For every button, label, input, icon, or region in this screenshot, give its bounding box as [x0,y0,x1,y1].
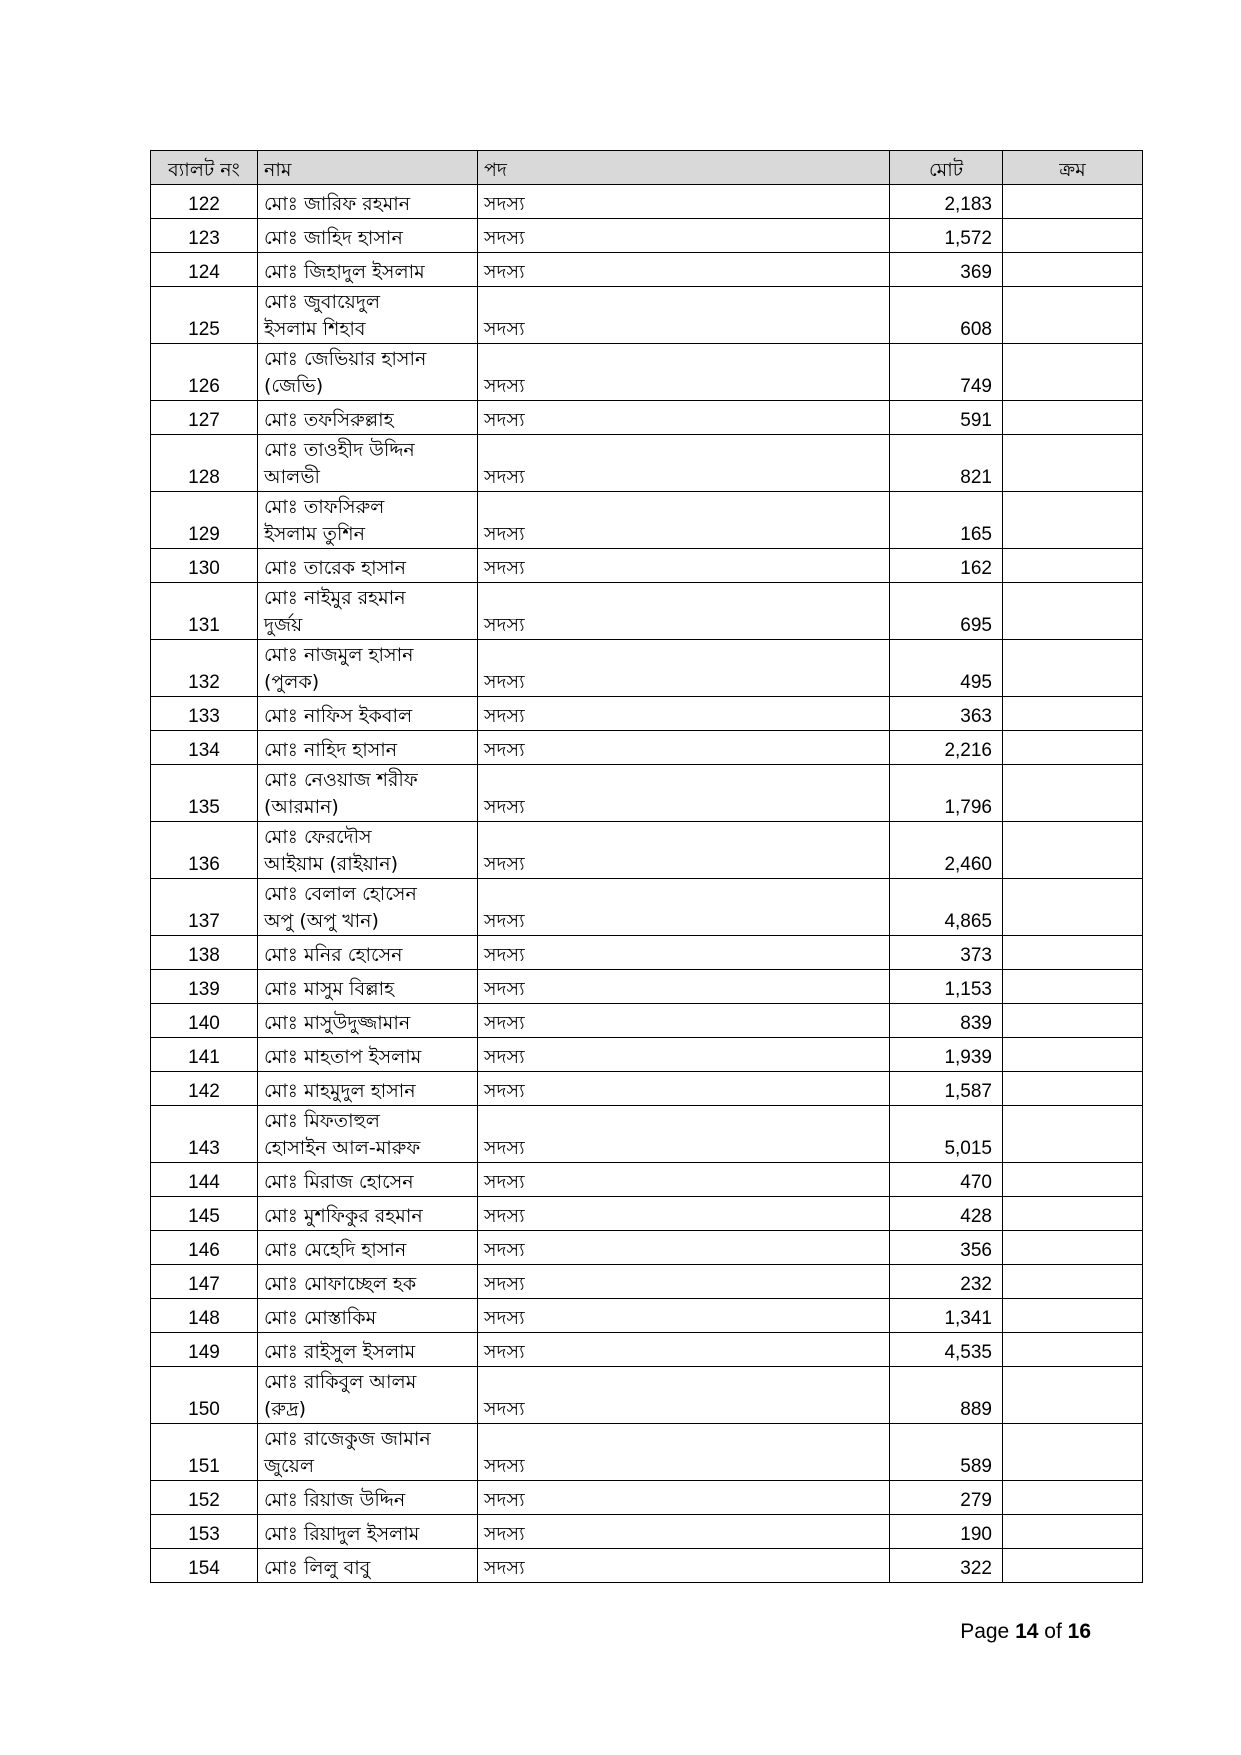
candidate-name-cell [258,185,478,219]
rank-cell [1003,1231,1143,1265]
current-page-number: 14 [1015,1620,1039,1643]
ballot-number-cell: 143 [151,1106,258,1163]
vote-total-cell: 1,587 [890,1072,1003,1106]
rank-cell [1003,765,1143,822]
vote-total-cell: 591 [890,401,1003,435]
ballot-number-cell: 130 [151,549,258,583]
ballot-number-cell: 138 [151,936,258,970]
post-cell: সদস্য [478,1106,890,1163]
ballot-number-cell: 134 [151,731,258,765]
post-cell: সদস্য [478,1231,890,1265]
vote-total-cell: 2,216 [890,731,1003,765]
vote-total-cell: 1,939 [890,1038,1003,1072]
rank-cell [1003,1265,1143,1299]
candidate-name-line: (পুলক) [264,671,320,693]
ballot-number-cell: 137 [151,879,258,936]
candidate-name-cell [258,1197,478,1231]
candidate-name-line: মোঃ মিফতাহুল [264,1110,380,1132]
rank-cell [1003,731,1143,765]
candidate-name-line: মোঃ জাহিদ হাসান [264,227,403,249]
page-number-footer [960,1620,1091,1644]
candidate-name-line: মোঃ জুবায়েদুল [264,291,380,313]
total-page-count: 16 [1067,1620,1091,1643]
candidate-name-cell [258,936,478,970]
vote-total-cell: 1,572 [890,219,1003,253]
header-ballot-number: ব্যালট নং [151,151,258,185]
candidate-name-line: ইসলাম শিহাব [264,318,366,340]
table-row [151,1038,1143,1072]
vote-total-cell: 5,015 [890,1106,1003,1163]
table-row [151,287,1143,344]
vote-total-cell: 232 [890,1265,1003,1299]
candidate-name-cell [258,731,478,765]
post-cell: সদস্য [478,344,890,401]
table-row [151,1367,1143,1424]
post-cell: সদস্য [478,970,890,1004]
table-header [151,151,1143,185]
table-row [151,936,1143,970]
ballot-number-cell: 154 [151,1549,258,1583]
post-cell: সদস্য [478,1163,890,1197]
post-cell: সদস্য [478,1549,890,1583]
vote-total-cell: 373 [890,936,1003,970]
ballot-number-cell: 129 [151,492,258,549]
vote-total-cell: 165 [890,492,1003,549]
candidate-name-cell [258,583,478,640]
candidate-name-line: মোঃ জিহাদুল ইসলাম [264,261,425,283]
candidate-name-line: জুয়েল [264,1455,314,1477]
post-cell: সদস্য [478,697,890,731]
candidate-name-line: মোঃ মিরাজ হোসেন [264,1171,414,1193]
table-row [151,731,1143,765]
table-row [151,1004,1143,1038]
post-cell: সদস্য [478,253,890,287]
candidate-name-line: মোঃ রিয়াজ উদ্দিন [264,1489,406,1511]
table-row [151,879,1143,936]
ballot-number-cell: 144 [151,1163,258,1197]
ballot-number-cell: 125 [151,287,258,344]
post-cell: সদস্য [478,435,890,492]
rank-cell [1003,219,1143,253]
ballot-number-cell: 133 [151,697,258,731]
candidate-name-line: মোঃ বেলাল হোসেন [264,883,417,905]
candidate-name-cell [258,435,478,492]
post-cell: সদস্য [478,1038,890,1072]
post-cell: সদস্য [478,583,890,640]
header-total: মোট [890,151,1003,185]
candidate-name-cell [258,492,478,549]
candidate-name-cell [258,1038,478,1072]
ballot-number-cell: 152 [151,1481,258,1515]
ballot-number-cell: 142 [151,1072,258,1106]
post-cell: সদস্য [478,1481,890,1515]
post-cell: সদস্য [478,1265,890,1299]
candidate-name-line: মোঃ তাওহীদ উদ্দিন [264,439,415,461]
vote-total-cell: 839 [890,1004,1003,1038]
table-row [151,1265,1143,1299]
candidate-name-line: হোসাইন আল-মারুফ [264,1137,421,1159]
table-row [151,219,1143,253]
candidate-name-line: (আরমান) [264,796,339,818]
post-cell: সদস্য [478,879,890,936]
rank-cell [1003,1549,1143,1583]
rank-cell [1003,1197,1143,1231]
ballot-number-cell: 149 [151,1333,258,1367]
table-row [151,1072,1143,1106]
ballot-number-cell: 140 [151,1004,258,1038]
table-row [151,492,1143,549]
rank-cell [1003,1004,1143,1038]
table-row [151,1481,1143,1515]
table-row [151,185,1143,219]
candidate-name-line: মোঃ রাইসুল ইসলাম [264,1341,416,1363]
post-cell: সদস্য [478,1004,890,1038]
vote-total-cell: 322 [890,1549,1003,1583]
vote-total-cell: 889 [890,1367,1003,1424]
rank-cell [1003,492,1143,549]
post-cell: সদস্য [478,287,890,344]
vote-total-cell: 428 [890,1197,1003,1231]
rank-cell [1003,435,1143,492]
candidate-name-cell [258,549,478,583]
candidate-name-line: মোঃ তাফসিরুল [264,496,385,518]
rank-cell [1003,1299,1143,1333]
rank-cell [1003,1038,1143,1072]
candidate-name-line: মোঃ নাইমুর রহমান [264,587,406,609]
ballot-number-cell: 141 [151,1038,258,1072]
candidate-name-line: মোঃ তারেক হাসান [264,557,407,579]
candidate-name-cell [258,1424,478,1481]
post-cell: সদস্য [478,1299,890,1333]
vote-total-cell: 2,460 [890,822,1003,879]
post-cell: সদস্য [478,1515,890,1549]
page-word: Page [960,1620,1010,1643]
vote-total-cell: 821 [890,435,1003,492]
candidate-name-line: মোঃ জেভিয়ার হাসান [264,348,427,370]
ballot-number-cell: 148 [151,1299,258,1333]
table-row [151,549,1143,583]
ballot-number-cell: 139 [151,970,258,1004]
ballot-number-cell: 128 [151,435,258,492]
candidate-name-cell [258,253,478,287]
ballot-number-cell: 147 [151,1265,258,1299]
post-cell: সদস্য [478,1367,890,1424]
post-cell: সদস্য [478,640,890,697]
candidate-name-line: ইসলাম তুশিন [264,523,365,545]
vote-total-cell: 589 [890,1424,1003,1481]
vote-total-cell: 279 [890,1481,1003,1515]
vote-total-cell: 2,183 [890,185,1003,219]
table-body [151,185,1143,1583]
rank-cell [1003,1515,1143,1549]
candidate-name-line: অপু (অপু খান) [264,910,379,932]
table-row [151,1549,1143,1583]
rank-cell [1003,583,1143,640]
vote-total-cell: 495 [890,640,1003,697]
rank-cell [1003,549,1143,583]
post-cell: সদস্য [478,765,890,822]
rank-cell [1003,1163,1143,1197]
ballot-number-cell: 151 [151,1424,258,1481]
table-row [151,583,1143,640]
table-row [151,401,1143,435]
post-cell: সদস্য [478,219,890,253]
candidate-name-cell [258,219,478,253]
candidate-name-cell [258,401,478,435]
header-name: নাম [258,151,478,185]
results-table [150,150,1143,1583]
vote-total-cell: 4,865 [890,879,1003,936]
post-cell: সদস্য [478,731,890,765]
table-row [151,970,1143,1004]
vote-total-cell: 1,153 [890,970,1003,1004]
candidate-name-cell [258,287,478,344]
candidate-name-line: মোঃ মাহতাপ ইসলাম [264,1046,422,1068]
vote-total-cell: 162 [890,549,1003,583]
candidate-name-cell [258,1106,478,1163]
ballot-number-cell: 123 [151,219,258,253]
candidate-name-line: (রুদ্র) [264,1398,307,1420]
rank-cell [1003,879,1143,936]
candidate-name-cell [258,1163,478,1197]
candidate-name-cell [258,1072,478,1106]
vote-total-cell: 608 [890,287,1003,344]
table-row [151,1515,1143,1549]
header-rank: ক্রম [1003,151,1143,185]
ballot-number-cell: 150 [151,1367,258,1424]
candidate-name-cell [258,1299,478,1333]
ballot-number-cell: 124 [151,253,258,287]
candidate-name-line: দুর্জয় [264,614,303,636]
candidate-name-cell [258,1004,478,1038]
table-row [151,344,1143,401]
ballot-number-cell: 127 [151,401,258,435]
candidate-name-cell [258,970,478,1004]
candidate-name-line: মোঃ নেওয়াজ শরীফ [264,769,418,791]
post-cell: সদস্য [478,492,890,549]
candidate-name-line: আইয়াম (রাইয়ান) [264,853,399,875]
ballot-number-cell: 136 [151,822,258,879]
post-cell: সদস্য [478,185,890,219]
ballot-number-cell: 146 [151,1231,258,1265]
candidate-name-cell [258,879,478,936]
ballot-number-cell: 145 [151,1197,258,1231]
post-cell: সদস্য [478,1072,890,1106]
rank-cell [1003,287,1143,344]
rank-cell [1003,1424,1143,1481]
vote-total-cell: 363 [890,697,1003,731]
candidate-name-cell [258,1367,478,1424]
of-word: of [1044,1620,1062,1643]
table-row [151,640,1143,697]
candidate-name-line: মোঃ লিলু বাবু [264,1557,371,1579]
candidate-name-cell [258,344,478,401]
post-cell: সদস্য [478,1197,890,1231]
vote-total-cell: 4,535 [890,1333,1003,1367]
ballot-number-cell: 132 [151,640,258,697]
vote-total-cell: 470 [890,1163,1003,1197]
candidate-name-line: (জেভি) [264,375,324,397]
ballot-number-cell: 126 [151,344,258,401]
rank-cell [1003,401,1143,435]
post-cell: সদস্য [478,549,890,583]
ballot-number-cell: 135 [151,765,258,822]
candidate-name-line: মোঃ রাকিবুল আলম [264,1371,417,1393]
candidate-name-line: মোঃ মুশফিকুর রহমান [264,1205,423,1227]
candidate-name-line: মোঃ নাজমুল হাসান [264,644,414,666]
table-row [151,1106,1143,1163]
candidate-name-cell [258,1515,478,1549]
table-row [151,1299,1143,1333]
candidate-name-line: মোঃ ফেরদৌস [264,826,372,848]
table-row [151,697,1143,731]
candidate-name-line: মোঃ মোস্তাকিম [264,1307,377,1329]
ballot-number-cell: 131 [151,583,258,640]
vote-total-cell: 369 [890,253,1003,287]
table-row [151,1231,1143,1265]
table-row [151,1163,1143,1197]
candidate-name-line: মোঃ মোফাচ্ছেল হক [264,1273,417,1295]
rank-cell [1003,970,1143,1004]
rank-cell [1003,1481,1143,1515]
rank-cell [1003,1333,1143,1367]
table-row [151,1197,1143,1231]
rank-cell [1003,1072,1143,1106]
post-cell: সদস্য [478,936,890,970]
post-cell: সদস্য [478,401,890,435]
post-cell: সদস্য [478,1424,890,1481]
candidate-name-line: মোঃ নাহিদ হাসান [264,739,398,761]
table-row [151,253,1143,287]
candidate-name-line: মোঃ নাফিস ইকবাল [264,705,413,727]
vote-total-cell: 190 [890,1515,1003,1549]
vote-total-cell: 356 [890,1231,1003,1265]
candidate-name-cell [258,1265,478,1299]
candidate-name-cell [258,1231,478,1265]
rank-cell [1003,344,1143,401]
table-row [151,765,1143,822]
ballot-number-cell: 153 [151,1515,258,1549]
table-row [151,435,1143,492]
candidate-name-line: মোঃ রাজেকুজ জামান [264,1428,431,1450]
rank-cell [1003,697,1143,731]
table-row [151,822,1143,879]
rank-cell [1003,1106,1143,1163]
candidate-name-cell [258,697,478,731]
ballot-number-cell: 122 [151,185,258,219]
rank-cell [1003,640,1143,697]
candidate-name-cell [258,822,478,879]
rank-cell [1003,1367,1143,1424]
table-row [151,1333,1143,1367]
vote-total-cell: 749 [890,344,1003,401]
post-cell: সদস্য [478,822,890,879]
candidate-name-line: মোঃ মাসুউদুজ্জামান [264,1012,411,1034]
header-post: পদ [478,151,890,185]
rank-cell [1003,185,1143,219]
candidate-name-cell [258,640,478,697]
rank-cell [1003,936,1143,970]
candidate-name-cell [258,1549,478,1583]
candidate-name-line: মোঃ মেহেদি হাসান [264,1239,407,1261]
header-row [151,151,1143,185]
candidate-name-line: মোঃ জারিফ রহমান [264,193,411,215]
vote-total-cell: 695 [890,583,1003,640]
candidate-name-line: মোঃ মাহমুদুল হাসান [264,1080,416,1102]
candidate-name-line: মোঃ মনির হোসেন [264,944,403,966]
candidate-name-line: আলভী [264,466,320,488]
candidate-name-cell [258,1481,478,1515]
candidate-name-line: মোঃ তফসিরুল্লাহ [264,409,394,431]
vote-total-cell: 1,796 [890,765,1003,822]
candidate-name-cell [258,1333,478,1367]
candidate-name-cell [258,765,478,822]
post-cell: সদস্য [478,1333,890,1367]
table-row [151,1424,1143,1481]
candidate-name-line: মোঃ মাসুম বিল্লাহ [264,978,395,1000]
vote-total-cell: 1,341 [890,1299,1003,1333]
rank-cell [1003,822,1143,879]
candidate-name-line: মোঃ রিয়াদুল ইসলাম [264,1523,420,1545]
rank-cell [1003,253,1143,287]
